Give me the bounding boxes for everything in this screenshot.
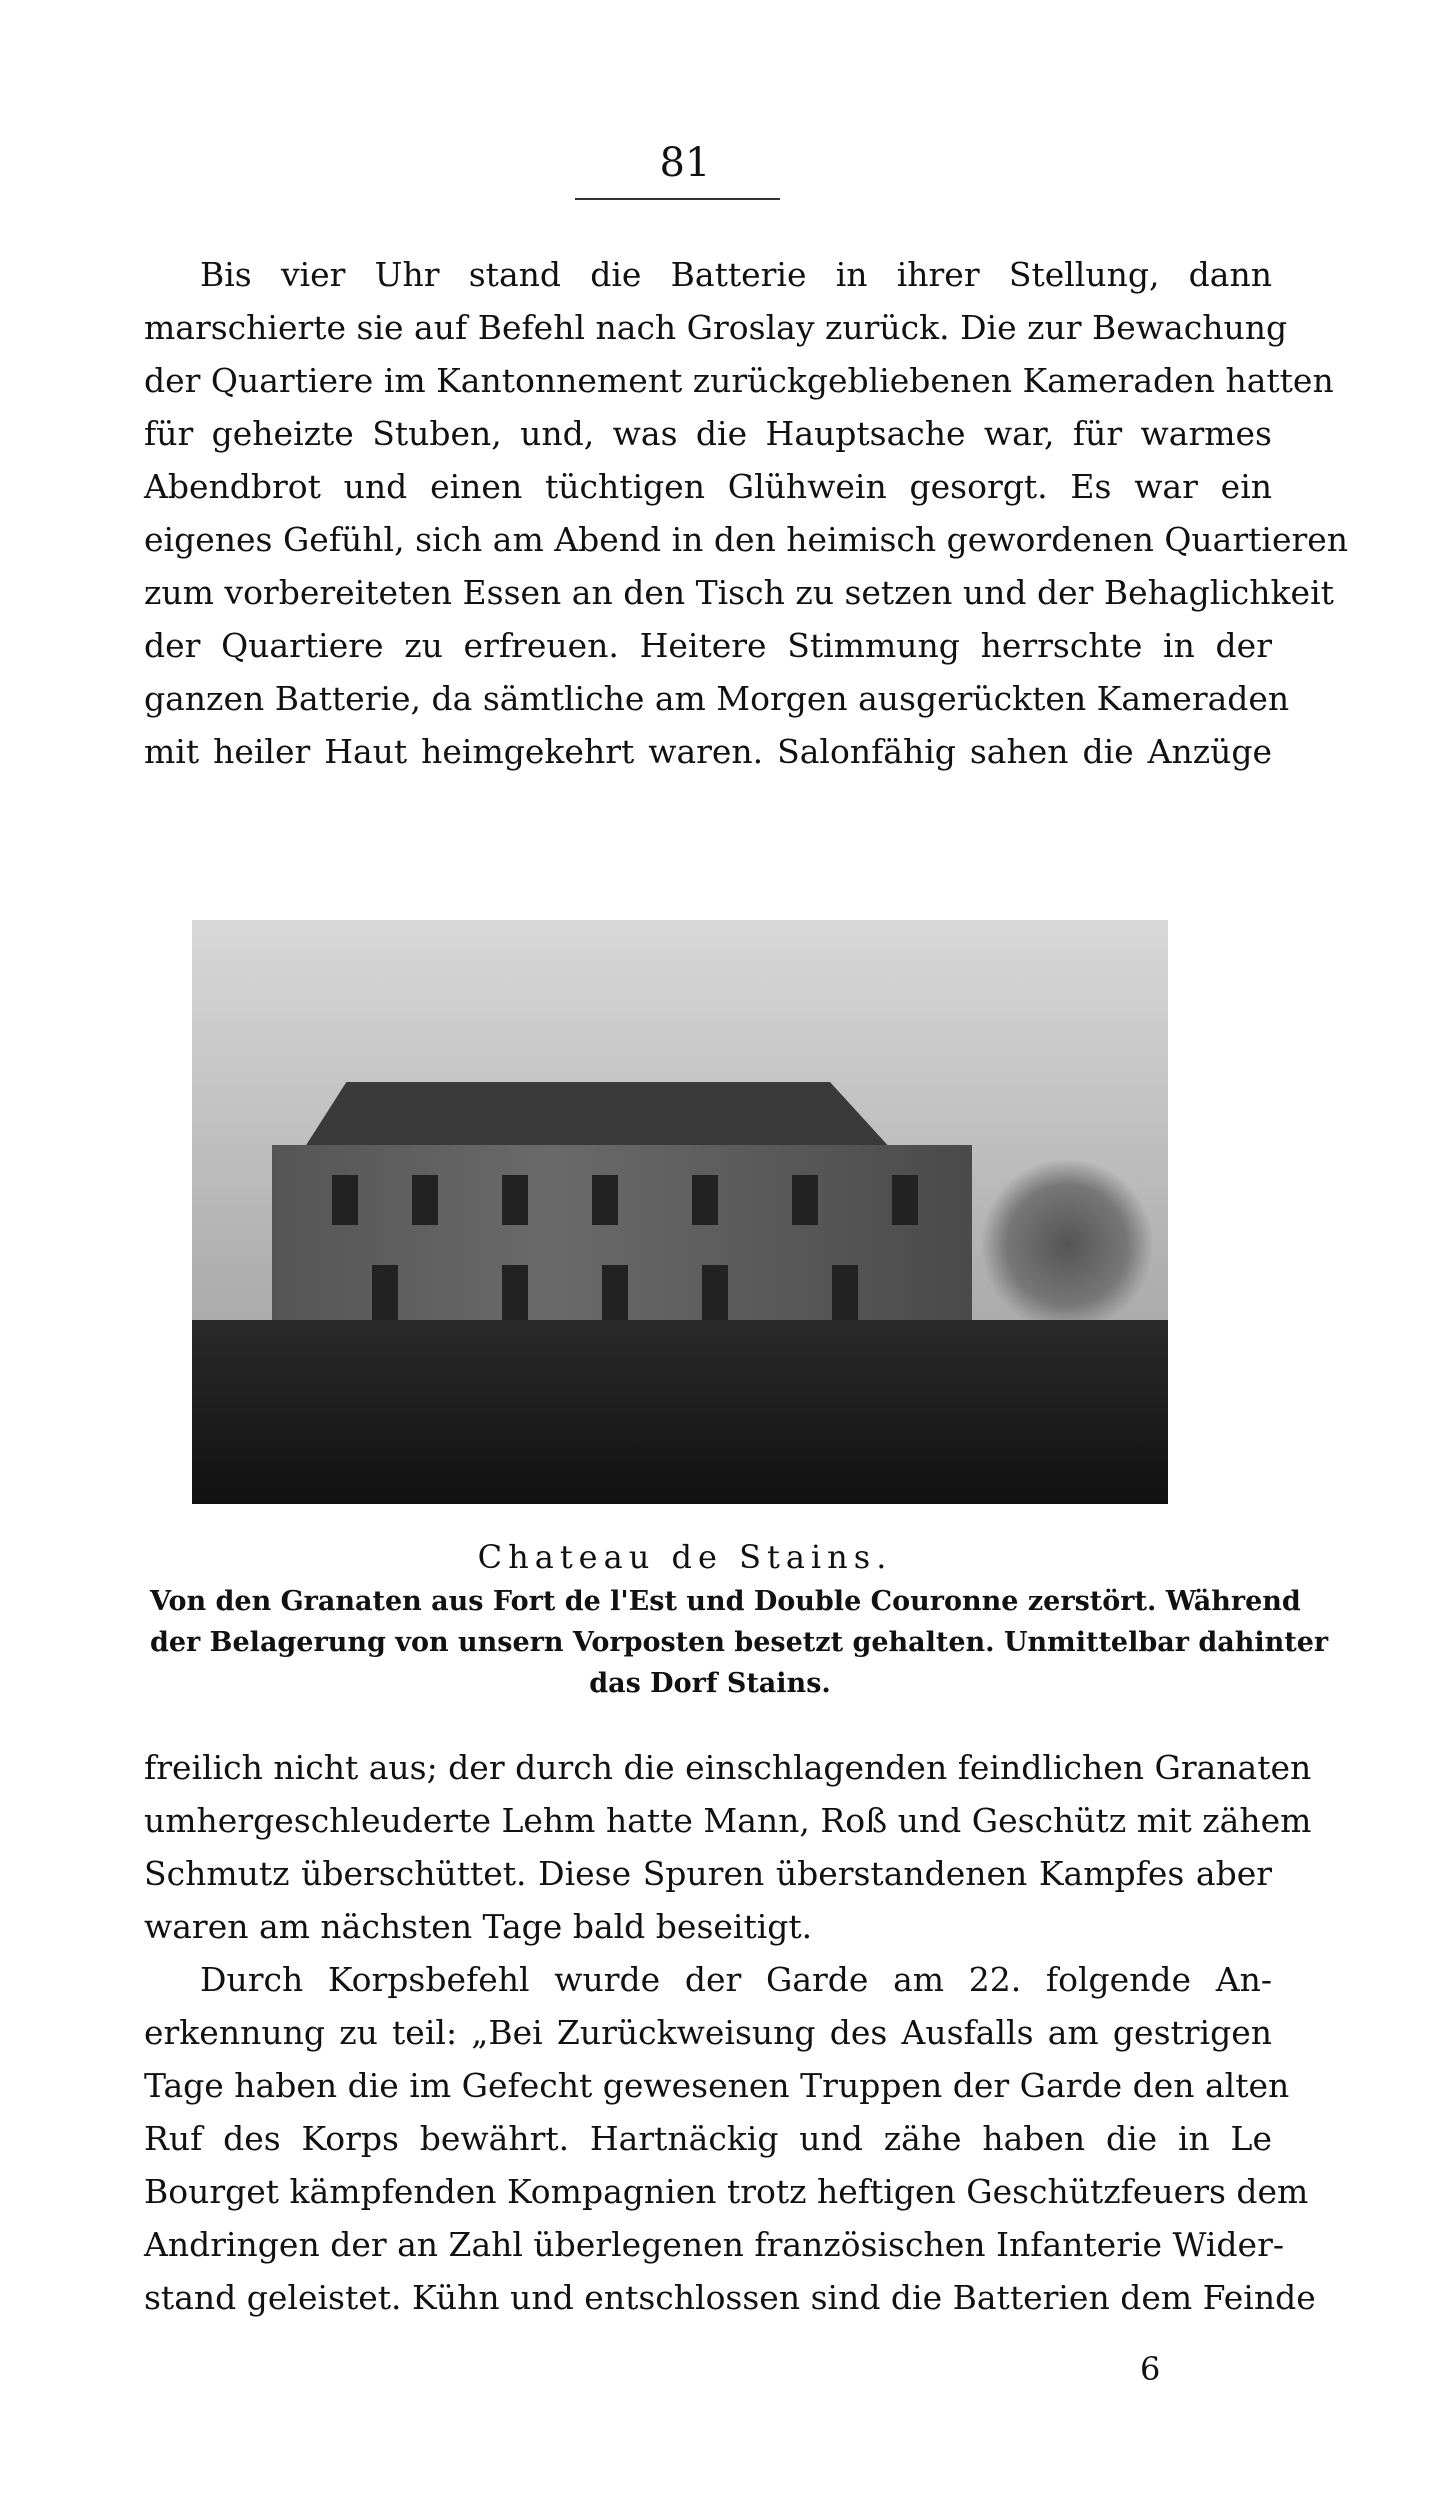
chateau-photograph [192,920,1168,1504]
header-rule [575,198,780,200]
text-line: Andringen der an Zahl überlegenen französischen Infanterie Wider- [144,2225,1285,2264]
text-line: der Quartiere im Kantonnement zurückgebliebenen Kameraden hatten [144,361,1334,400]
text-line: stand geleistet. Kühn und entschlossen sind die Batterien dem Feinde [144,2278,1316,2317]
text-line: Tage haben die im Gefecht gewesenen Truppen der Garde den alten [144,2066,1290,2105]
text-line: waren am nächsten Tage bald beseitigt. [144,1907,813,1946]
text-line: der Quartiere zu erfreuen. Heitere Stimmung herrschte in der [144,626,1272,665]
roof [272,1070,892,1150]
text-line: Ruf des Korps bewährt. Hartnäckig und zähe haben die in Le [144,2119,1272,2158]
text-line: ganzen Batterie, da sämtliche am Morgen ausgerückten Kameraden [144,679,1290,718]
figure-caption-line: das Dorf Stains. [589,1668,831,1699]
facade [272,1145,972,1345]
text-line: eigenes Gefühl, sich am Abend in den heimisch gewordenen Quartieren [144,520,1349,559]
signature-mark: 6 [1140,2350,1161,2388]
text-line: marschierte sie auf Befehl nach Groslay zurück. Die zur Bewachung [144,308,1288,347]
page-number: 81 [659,140,711,186]
foreground-field [192,1320,1168,1504]
text-line: Durch Korpsbefehl wurde der Garde am 22. folgende An- [200,1960,1272,1999]
text-line: umhergeschleuderte Lehm hatte Mann, Roß und Geschütz mit zähem [144,1801,1312,1840]
text-line: freilich nicht aus; der durch die einschlagenden feindlichen Granaten [144,1748,1312,1787]
text-line: Schmutz überschüttet. Diese Spuren überstandenen Kampfes aber [144,1854,1272,1893]
figure-caption-line: der Belagerung von unsern Vorposten besetzt gehalten. Unmittelbar dahinter [150,1627,1329,1658]
text-line: erkennung zu teil: „Bei Zurückweisung des Ausfalls am gestrigen [144,2013,1272,2052]
text-line: Bourget kämpfenden Kompagnien trotz heftigen Geschützfeuers dem [144,2172,1309,2211]
figure-caption-line: Von den Granaten aus Fort de l'Est und Double Couronne zerstört. Während [150,1586,1301,1617]
text-line: für geheizte Stuben, und, was die Hauptsache war, für warmes [144,414,1272,453]
text-line: Bis vier Uhr stand die Batterie in ihrer Stellung, dann [200,255,1272,294]
text-line: zum vorbereiteten Essen an den Tisch zu setzen und der Behaglichkeit [144,573,1334,612]
trees [982,1160,1152,1330]
text-line: mit heiler Haut heimgekehrt waren. Salonfähig sahen die Anzüge [144,732,1272,771]
text-line: Abendbrot und einen tüchtigen Glühwein gesorgt. Es war ein [144,467,1272,506]
figure-title: Chateau de Stains. [477,1538,893,1576]
